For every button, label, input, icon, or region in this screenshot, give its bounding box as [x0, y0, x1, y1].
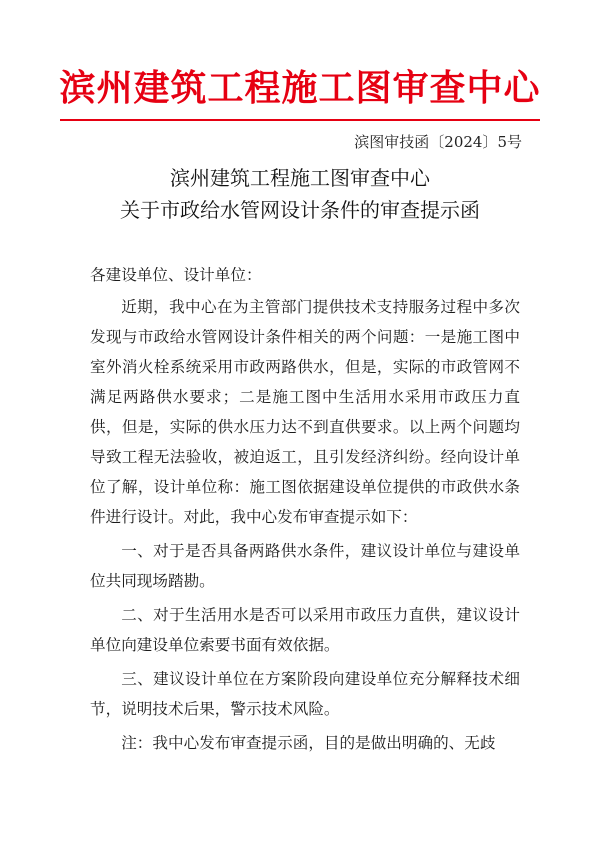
body-paragraph-item-2: 二、对于生活用水是否可以采用市政压力直供，建议设计单位向建设单位索要书面有效依据。	[90, 606, 520, 654]
body-paragraph-item-1: 一、对于是否具备两路供水条件，建议设计单位与建设单位共同现场踏勘。	[90, 542, 520, 590]
letterhead-title: 滨州建筑工程施工图审查中心	[59, 67, 541, 109]
body-paragraph-note: 注：我中心发布审查提示函，目的是做出明确的、无歧	[121, 734, 496, 752]
letterhead-red-rule	[60, 119, 540, 121]
document-title	[0, 162, 600, 226]
title-line-1: 滨州建筑工程施工图审查中心	[170, 166, 430, 190]
document-body	[90, 260, 520, 762]
salutation: 各建设单位、设计单位：	[90, 266, 262, 284]
body-paragraph-intro: 近期，我中心在为主管部门提供技术支持服务过程中多次发现与市政给水管网设计条件相关的两个问题：一是施工图中室外消火栓系统采用市政两路供水，但是，实际的市政管网不满足两路供水要求；二是施工图中生活用水采用市政压力直供，但是，实际的供水压力达不到直供要求。以上两个问题均导致工程无法验收，被迫返工，且引发经济纠纷。经向设计单位了解，设计单位称：施工图依据建设单位提供的市政供水条件进行设计。对此，我中心发布审查提示如下：	[90, 298, 520, 526]
body-paragraph-item-3: 三、建议设计单位在方案阶段向建设单位充分解释技术细节，说明技术后果，警示技术风险。	[90, 670, 520, 718]
title-line-2: 关于市政给水管网设计条件的审查提示函	[120, 198, 480, 222]
document-number: 滨图审技函〔2024〕5号	[354, 133, 522, 151]
